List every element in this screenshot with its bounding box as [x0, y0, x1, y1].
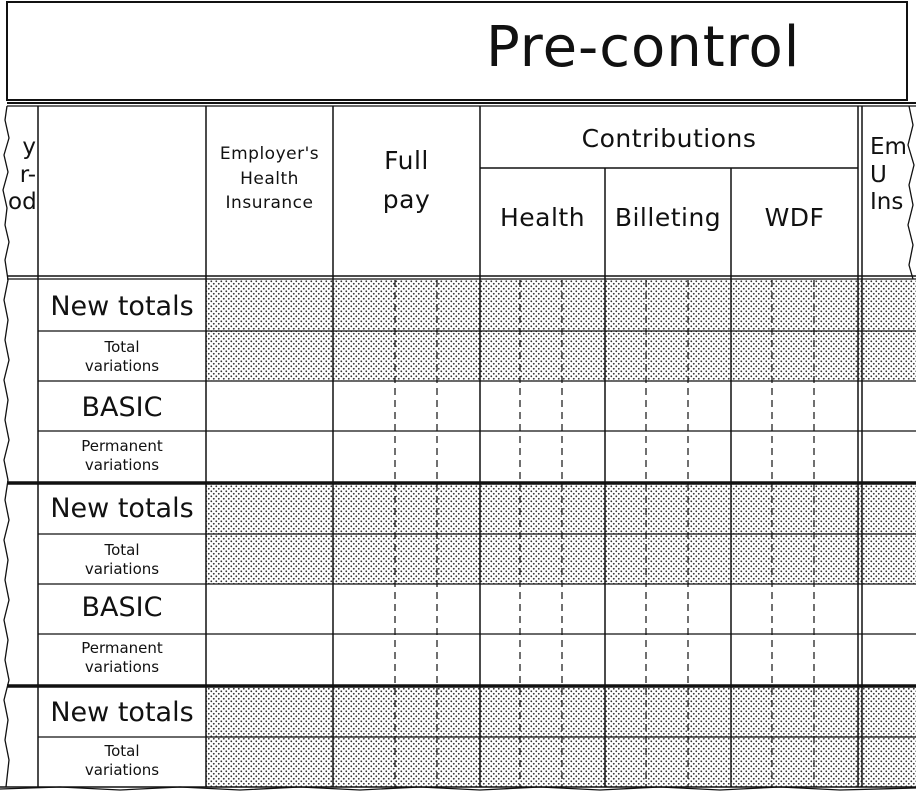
row-basic: BASIC [81, 392, 163, 423]
cut-right-line-1: Em [870, 134, 907, 160]
row-permanent-variations [38, 639, 206, 677]
page-title: Pre-control [486, 15, 801, 80]
row-permanent-variations-line-2: variations [84, 657, 160, 676]
header-full-pay [333, 142, 480, 220]
row-basic: BASIC [81, 592, 163, 623]
header-full-pay-line-1: Full [384, 146, 429, 175]
row-total-variations-line-2: variations [84, 760, 160, 779]
cut-left-line-1: y [22, 134, 36, 160]
row-total-variations [38, 338, 206, 376]
header-employers-health-insurance [206, 142, 333, 216]
cut-right-line-2: U [870, 161, 887, 188]
header-billeting: Billeting [614, 203, 722, 232]
header-ehi-line-1: Employer's [219, 144, 320, 164]
row-new-totals: New totals [50, 291, 194, 322]
row-total-variations [38, 742, 206, 780]
cut-right-header [870, 134, 914, 217]
cut-left-header [8, 134, 36, 217]
header-wdf: WDF [764, 203, 825, 232]
row-total-variations [38, 541, 206, 579]
header-ehi-line-3: Insurance [225, 193, 314, 214]
row-total-variations-line-2: variations [84, 356, 160, 375]
header-full-pay-line-2: pay [382, 184, 431, 214]
cut-right-line-3: Ins [870, 189, 904, 216]
cut-left-line-3: od [8, 189, 37, 216]
cut-left-line-2: r- [19, 161, 36, 188]
row-total-variations-line-1: Total [104, 742, 140, 760]
row-new-totals: New totals [50, 493, 194, 524]
row-permanent-variations-line-1: Permanent [81, 437, 163, 455]
row-total-variations-line-1: Total [104, 541, 140, 559]
row-permanent-variations [38, 437, 206, 475]
row-permanent-variations-line-1: Permanent [81, 639, 163, 657]
row-total-variations-line-1: Total [104, 338, 140, 356]
row-permanent-variations-line-2: variations [84, 455, 160, 474]
row-total-variations-line-2: variations [84, 559, 160, 578]
row-new-totals: New totals [50, 697, 194, 728]
header-ehi-line-2: Health [240, 168, 299, 189]
header-contributions: Contributions [581, 124, 757, 153]
header-health: Health [499, 203, 586, 232]
